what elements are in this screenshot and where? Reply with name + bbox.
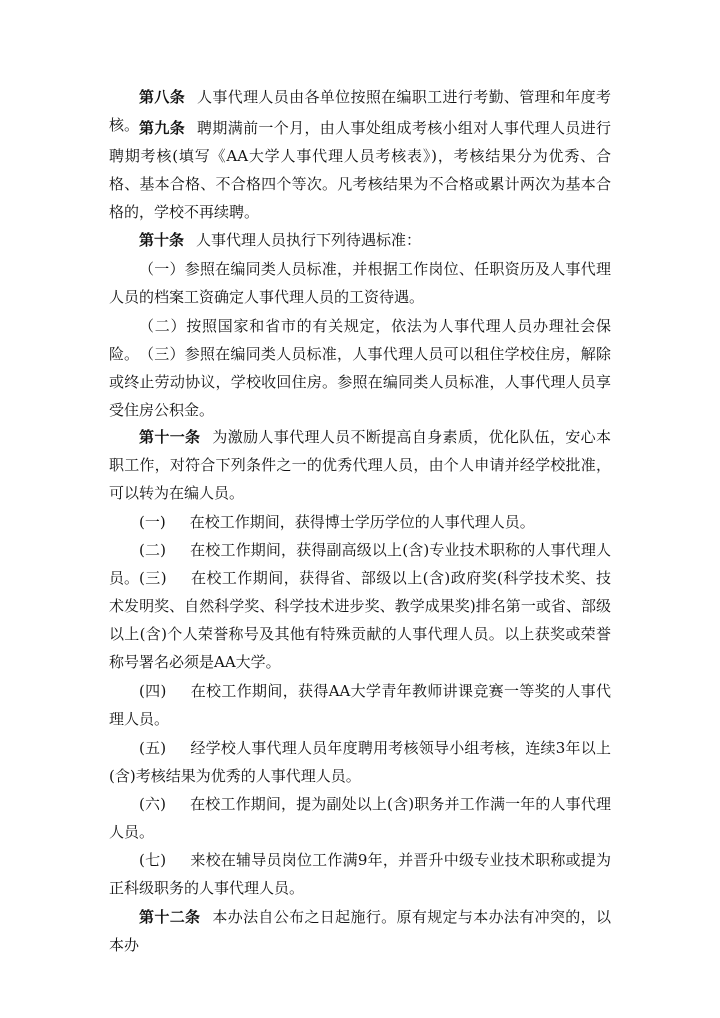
article-text: 为激励人事代理人员不断提高自身素质，优化队伍，安心本职工作，对符合下列条件之一的优秀代理人员，由个人申请并经学校批准，可以转为在编人员。 [109, 428, 611, 502]
item-number: (六) [139, 795, 166, 813]
article-number: 第十二条 [139, 908, 201, 926]
clause-1 [109, 255, 611, 311]
item-5 [109, 734, 611, 790]
article-text: 本办法自公布之日起施行。原有规定与本办法有冲突的，以本办 [109, 908, 611, 954]
item-3 [109, 564, 611, 676]
article-10 [109, 226, 611, 254]
clause-3 [109, 340, 611, 424]
item-number: (一) [139, 513, 166, 531]
clause-text: （二）按照国家和省市的有关规定，依法为人事代理人员办理社会保险。 [109, 317, 611, 363]
item-text: 在校工作期间，获得博士学历学位的人事代理人员。 [189, 513, 535, 531]
article-number: 第九条 [139, 119, 186, 137]
item-text: 在校工作期间，获得AA大学青年教师讲课竞赛一等奖的人事代理人员。 [109, 682, 611, 728]
item-text: 在校工作期间，获得省、部级以上(含)政府奖(科学技术奖、技术发明奖、自然科学奖、科学技术进步奖、教学成果奖)排名第一或省、部级以上(含)个人荣誉称号及其他有特殊贡献的人事代理人员。以上获奖或荣誉称号署名必须是AA大学。 [109, 569, 611, 671]
item-1 [109, 508, 611, 536]
item-text: 来校在辅导员岗位工作满9年，并晋升中级专业技术职称或提为正科级职务的人事代理人员。 [109, 851, 611, 897]
article-text: 人事代理人员由各单位按照在编职工进行考勤、管理和年度考核。 [109, 88, 611, 134]
item-text: 经学校人事代理人员年度聘用考核领导小组考核，连续3年以上(含)考核结果为优秀的人事代理人员。 [109, 739, 611, 785]
article-11 [109, 423, 611, 507]
article-number: 第八条 [139, 88, 186, 106]
item-number: (四) [139, 682, 167, 700]
item-6 [109, 790, 611, 846]
article-12 [109, 903, 611, 959]
article-9 [109, 114, 611, 226]
clause-text: （三）参照在编同类人员标准，人事代理人员可以租住学校住房，解除或终止劳动协议，学校收回住房。参照在编同类人员标准，人事代理人员享受住房公积金。 [109, 345, 611, 419]
article-text: 人事代理人员执行下列待遇标准： [196, 231, 422, 249]
item-number: (五) [139, 739, 167, 757]
item-4 [109, 677, 611, 733]
item-text: 在校工作期间，获得副高级以上(含)专业技术职称的人事代理人员。 [109, 541, 611, 587]
item-number: (二) [139, 541, 166, 559]
article-text: 聘期满前一个月，由人事处组成考核小组对人事代理人员进行聘期考核(填写《AA大学人事代理人员考核表》)，考核结果分为优秀、合格、基本合格、不合格四个等次。凡考核结果为不合格或累计两次为基本合格的，学校不再续聘。 [109, 119, 611, 221]
item-number: (七) [139, 851, 167, 869]
item-text: 在校工作期间，提为副处以上(含)职务并工作满一年的人事代理人员。 [109, 795, 611, 841]
item-7 [109, 846, 611, 902]
article-number: 第十条 [139, 231, 185, 249]
item-number: (三) [139, 569, 167, 587]
clause-text: （一）参照在编同类人员标准，并根据工作岗位、任职资历及人事代理人员的档案工资确定人事代理人员的工资待遇。 [109, 260, 611, 306]
article-number: 第十一条 [139, 428, 201, 446]
